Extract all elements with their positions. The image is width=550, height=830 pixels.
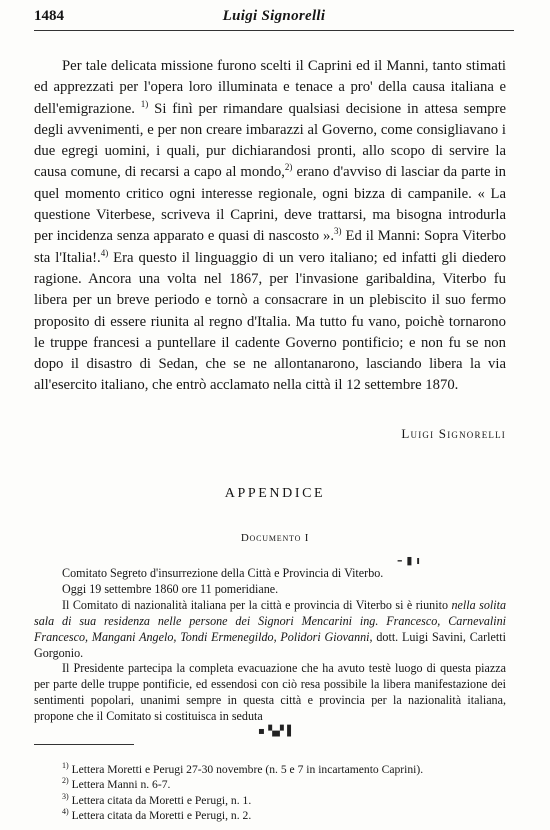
footnote-ref: 2) — [284, 162, 293, 173]
text-run: erano d'avviso di lasciar da parte in quel momento critico ogni interesse regionale, ogni bizza di campanile. « La questione Viterbese, scriveva il Caprini, deve trattarsi, ma bisogna introdurla per incidenza senza apparato e quasi di nascosto ». — [34, 164, 507, 245]
footnote-number: 1) — [62, 761, 69, 771]
footnote-text: Lettera citata da Moretti e Perugi, n. 1. — [71, 793, 252, 807]
footnote-text: Lettera Manni n. 6-7. — [71, 778, 171, 792]
main-paragraph — [34, 56, 506, 397]
document-title-text: Documento I — [240, 532, 310, 544]
footnote — [62, 808, 512, 823]
ink-mark: ▪ ▚▞ ▌ — [258, 726, 295, 737]
appendix-heading: APPENDICE — [224, 486, 326, 501]
text-run: dott. Luigi Savini, Carletti Gorgonio. — [34, 629, 506, 660]
document-text — [34, 566, 506, 725]
footnote-number: 2) — [62, 776, 69, 786]
text-run: Il Comitato di nazionalità italiana per la città e provincia di Viterbo si è riunito — [62, 597, 449, 612]
footnote-rule — [34, 744, 134, 745]
main-text — [34, 56, 506, 397]
footnote-ref: 3) — [334, 226, 342, 237]
footnotes — [62, 762, 512, 823]
document-paragraph — [34, 598, 506, 662]
signature-text: Luigi Signorelli — [401, 426, 506, 441]
author-signature — [401, 426, 506, 442]
footnote-text: Lettera citata da Moretti e Perugi, n. 2. — [71, 808, 252, 822]
footnote — [62, 762, 512, 777]
footnote — [62, 793, 512, 808]
running-head: Luigi Signorelli — [222, 8, 326, 24]
footnote-ref: 4) — [100, 247, 109, 258]
footnote-ref: 1) — [140, 98, 149, 109]
text-run: Si finì per rimandare qualsiasi decisione in attesa sempre degli avvenimenti, e per non creare imbarazzi al Governo, come consigliavano i due egregi uomini, i quali, pur dichiarandosi pronti, allo scopo di servire la causa comune, di recarsi a capo al mondo, — [34, 100, 507, 181]
page-header — [34, 8, 514, 30]
italic-run: nella solita sala di sua residenza nelle persone dei Signori Mencarini ing. Francesco, Carnevalini Francesco, Mangani Angelo, Tondi Ermenegildo, Polidori Giovanni, — [34, 597, 507, 644]
header-rule — [34, 30, 514, 31]
footnote-text: Lettera Moretti e Perugi 27-30 novembre (n. 5 e 7 in incartamento Caprini). — [71, 763, 424, 776]
footnote-number: 4) — [62, 807, 69, 817]
document-title — [0, 532, 550, 544]
footnote — [62, 777, 512, 792]
document-line: Oggi 19 settembre 1860 ore 11 pomeridiane. — [62, 581, 279, 596]
text-run: Era questo il linguaggio di un vero italiano; ed infatti gli diedero ragione. Ancora una volta nel 1867, per l'invasione garibaldina, Viterbo fu libera per un breve periodo e tornò a consacrare in un plebiscito il suo fermo proposito di essere riunita al regno d'Italia. Ma tutto fu vano, poichè tornarono le truppe francesi a puntellare il cadente Governo pontificio; e non fu se non dopo il disastro di Sedan, che se ne allontanarono, lasciando libera la via all'esercito italiano, che entrò acclamato nella città il 12 settembre 1870. — [34, 249, 506, 394]
page-number: 1484 — [34, 8, 64, 24]
document-paragraph: Il Presidente partecipa la completa evacuazione che ha avuto testè luogo di questa piazza per parte delle truppe pontificie, ed essendosi con ciò resa possibile la libera manifestazione dei sentimenti popolari, unanimi sempre in questa città e provincia per la nazionalità italiana, propone che il Comitato si costituisca in seduta — [34, 661, 506, 724]
text-run: Per tale delicata missione furono scelti il Caprini ed il Manni, tanto stimati ed apprezzati per l'opera loro illuminata e tenace a pro' della causa italiana e dell'emigrazione. — [34, 58, 506, 117]
text-run: Ed il Manni: Sopra Viterbo sta l'Italia!. — [34, 228, 507, 266]
document-line: Comitato Segreto d'insurrezione della Città e Provincia di Viterbo. — [62, 566, 384, 580]
ink-mark: – ▮ ı — [397, 554, 420, 567]
footnote-number: 3) — [62, 791, 69, 801]
